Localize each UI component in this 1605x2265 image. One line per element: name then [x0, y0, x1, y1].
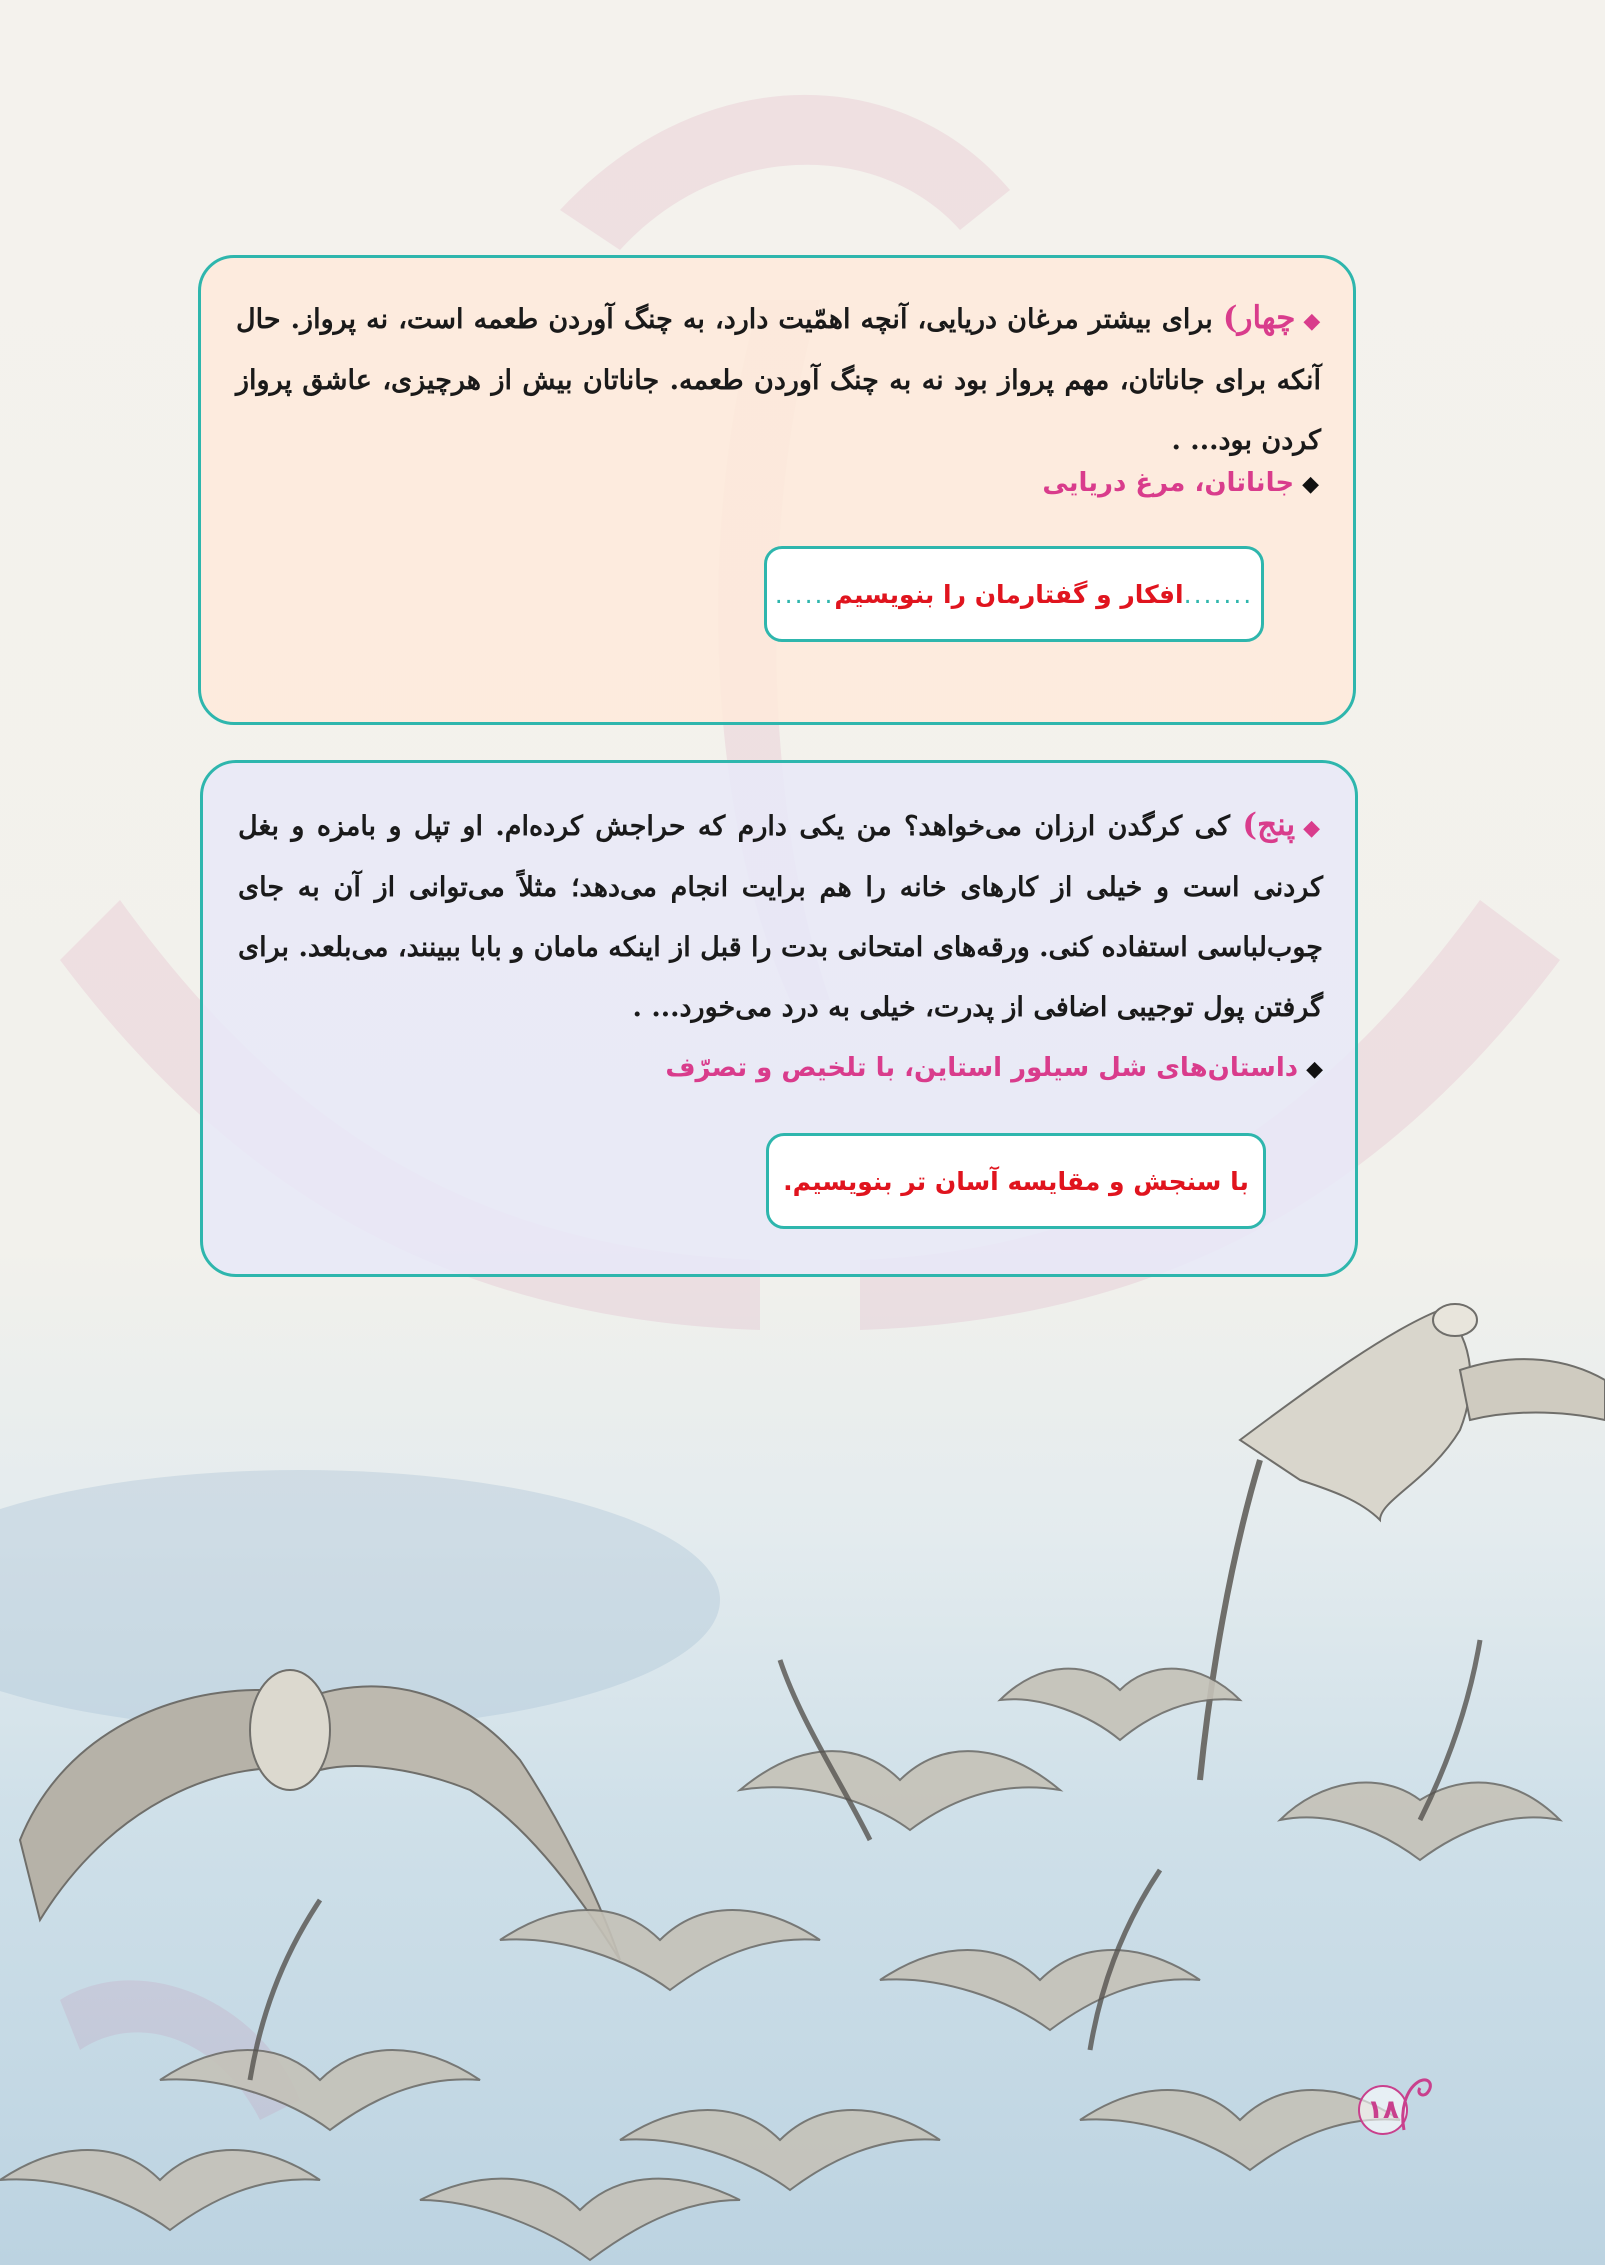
section-5-label: پنج) — [1242, 807, 1296, 843]
section-4-paragraph — [236, 288, 1321, 471]
diamond-icon: ◆ — [1303, 815, 1323, 841]
section-4-source — [1042, 468, 1319, 498]
page-ornament-icon — [1398, 2070, 1438, 2140]
section-4-prompt: افکار و گفتارمان را بنویسیم — [834, 579, 1184, 609]
section-4-label: چهار) — [1222, 300, 1296, 336]
section-5-text: کی کرگدن ارزان می‌خواهد؟ من یکی دارم که حراجش کرده‌ام. او تپل و بامزه و بغل کردنی است و خیلی از کارهای خانه را هم برایت انجام می‌دهد؛ مثلاً می‌توانی از آن به جای چوب‌لباسی استفاده کنی. ورقه‌های امتحانی بدت را قبل از اینکه مامان و بابا ببینند، می‌بلعد. برای گرفتن پول توجیبی اضافی از پدرت، خیلی به درد می‌خورد... . — [238, 811, 1323, 1023]
page-number: ۱۸ — [1358, 2085, 1408, 2135]
section-5-box — [200, 760, 1358, 1277]
section-5-source — [665, 1053, 1323, 1083]
section-5-source-text: داستان‌های شل سیلور استاین، با تلخیص و تصرّف — [665, 1053, 1299, 1083]
section-5-paragraph — [238, 795, 1323, 1038]
black-diamond-icon: ◆ — [1302, 472, 1319, 497]
black-diamond-icon: ◆ — [1306, 1057, 1323, 1082]
section-4-prompt-box — [764, 546, 1264, 642]
section-4-text: برای بیشتر مرغان دریایی، آنچه اهمّیت دارد، به چنگ آوردن طعمه است، نه پرواز. حال آنکه برای جاناتان، مهم پرواز بود نه به چنگ آوردن طعمه. جاناتان بیش از هرچیزی، عاشق پرواز کردن بود... . — [236, 304, 1321, 456]
section-5-prompt: با سنجش و مقایسه آسان تر بنویسیم. — [783, 1166, 1249, 1196]
diamond-icon: ◆ — [1303, 308, 1322, 334]
section-4-source-text: جاناتان، مرغ دریایی — [1042, 468, 1295, 498]
seagull-large-right — [1200, 1304, 1605, 1780]
dots-leading: ....... — [1183, 579, 1254, 609]
section-4-box — [198, 255, 1356, 725]
section-5-prompt-box — [766, 1133, 1266, 1229]
dots-trailing: ...... — [774, 579, 835, 609]
